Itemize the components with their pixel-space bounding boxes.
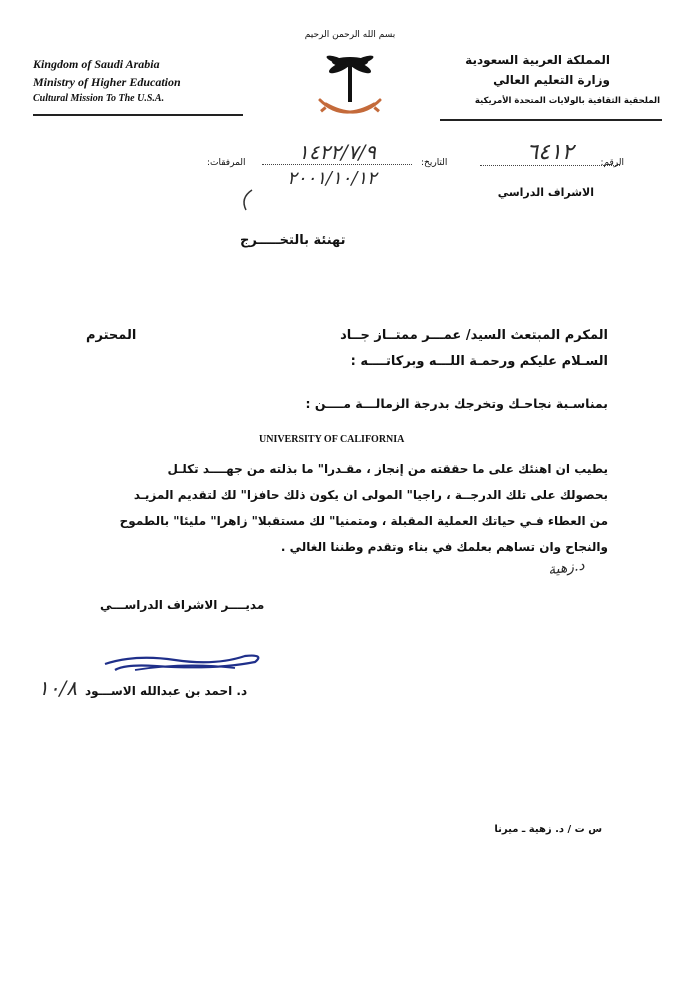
- university-name: UNIVERSITY OF CALIFORNIA: [259, 434, 405, 445]
- header-en-line2: Ministry of Higher Education: [33, 75, 181, 89]
- basmala: بسم الله الرحمن الرحيم: [304, 30, 396, 40]
- header-en-rule: [33, 114, 243, 116]
- saudi-emblem-icon: [312, 48, 388, 128]
- initials-note: د.زهية: [547, 557, 586, 579]
- header-en-line3: Cultural Mission To The U.S.A.: [33, 93, 165, 104]
- greeting-line: السـلام عليكم ورحمـة اللـــه وبركاتــــه :: [350, 354, 608, 369]
- addressee-line: المكرم المبتعث السيد/ عمـــر ممتــاز جــاد: [340, 328, 608, 343]
- ref-date-gregorian: ٢٠٠١/١٠/١٢: [287, 168, 377, 189]
- ref-date-label: التاريخ:: [421, 158, 448, 168]
- footer-initials: س ت / د. زهية ـ ميرنا: [494, 824, 602, 835]
- paragraph-line-3: من العطاء فـي حياتك العملية المقبلة ، ومتمنيا" لك مستقبلا" زاهرا" مليئا" بالطموح: [119, 514, 608, 528]
- signatory-title: مديــــر الاشراف الدراســـي: [100, 598, 265, 612]
- ref-number-value: ٦٤١٢: [480, 140, 620, 166]
- header-ar-rule: [440, 119, 662, 121]
- occasion-line: بمناسـبة نجاحـك وتخرجك بدرجة الزمالـــة مــــن :: [305, 396, 608, 411]
- department-label: الاشراف الدراسي: [497, 186, 594, 199]
- subject-title: تهنئة بالتخـــــرج: [240, 233, 346, 248]
- signatory-name: د. احمد بن عبدالله الاســـود: [85, 684, 248, 698]
- respected-label: المحترم: [86, 328, 137, 343]
- header-ar-line3: الملحقية الثقافية بالولايات المتحدة الأمريكية: [474, 96, 660, 106]
- ref-attachments-label: المرفقات:: [207, 158, 246, 168]
- paragraph-line-2: بحصولك على تلك الدرجــة ، راجيا" المولى ان يكون ذلك حافزا" لك لتقديم المزيـد: [133, 488, 608, 502]
- ref-number-label: الرقم:: [600, 158, 624, 168]
- ref-date-hijri: ١٤٢٢/٧/٩: [262, 140, 412, 165]
- paragraph-line-1: يطيب ان اهنئك على ما حققته من إنجاز ، مقـدرا" ما بذلته من جهــــد تكلـل: [167, 462, 608, 476]
- handwritten-mark: [238, 188, 258, 212]
- signature-date: ١٠/٨: [38, 676, 77, 700]
- header-ar-line2: وزارة التعليم العالي: [493, 73, 610, 87]
- header-en-line1: Kingdom of Saudi Arabia: [33, 57, 160, 71]
- signature-scribble: [95, 640, 295, 680]
- header-ar-line1: المملكة العربية السعودية: [465, 53, 610, 67]
- paragraph-line-4: والنجاح وان تساهم بعلمك في بناء وتقدم وطننا الغالي .: [280, 540, 608, 554]
